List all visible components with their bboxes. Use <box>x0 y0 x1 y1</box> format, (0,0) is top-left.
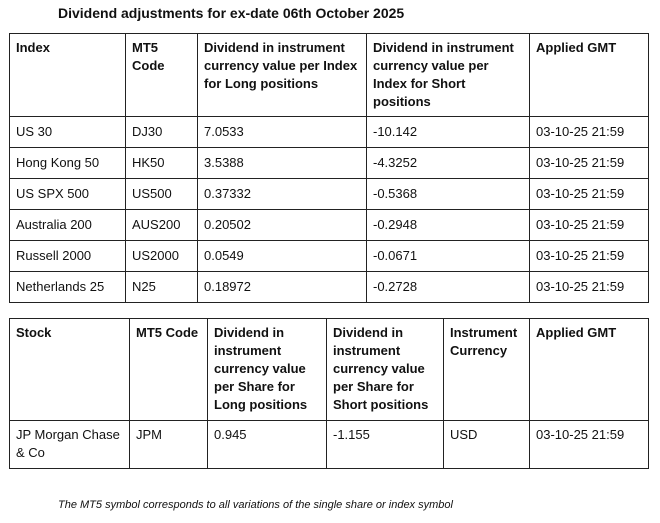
header-stock: Stock <box>10 319 130 421</box>
header-mt5-code: MT5 Code <box>130 319 208 421</box>
cell-long-dividend: 0.37332 <box>198 179 367 210</box>
table-row <box>10 272 649 303</box>
cell-index: US SPX 500 <box>10 179 126 210</box>
table-row <box>10 179 649 210</box>
cell-mt5-code: US500 <box>126 179 198 210</box>
cell-index: Australia 200 <box>10 210 126 241</box>
cell-short-dividend: -0.2728 <box>367 272 530 303</box>
cell-mt5-code: DJ30 <box>126 117 198 148</box>
cell-applied-gmt: 03-10-25 21:59 <box>530 117 649 148</box>
cell-short-dividend: -1.155 <box>327 421 444 469</box>
cell-mt5-code: JPM <box>130 421 208 469</box>
cell-short-dividend: -0.2948 <box>367 210 530 241</box>
cell-long-dividend: 3.5388 <box>198 148 367 179</box>
cell-applied-gmt: 03-10-25 21:59 <box>530 272 649 303</box>
cell-short-dividend: -4.3252 <box>367 148 530 179</box>
cell-short-dividend: -0.0671 <box>367 241 530 272</box>
cell-index: US 30 <box>10 117 126 148</box>
cell-index: Netherlands 25 <box>10 272 126 303</box>
cell-applied-gmt: 03-10-25 21:59 <box>530 421 649 469</box>
cell-applied-gmt: 03-10-25 21:59 <box>530 179 649 210</box>
footnote: The MT5 symbol corresponds to all variations of the single share or index symbol <box>58 499 453 511</box>
stock-dividend-table <box>9 318 649 469</box>
index-dividend-table <box>9 33 649 303</box>
page-title: Dividend adjustments for ex-date 06th October 2025 <box>58 5 405 21</box>
cell-long-dividend: 0.18972 <box>198 272 367 303</box>
cell-long-dividend: 7.0533 <box>198 117 367 148</box>
cell-mt5-code: HK50 <box>126 148 198 179</box>
header-long-dividend: Dividend in instrument currency value per Index for Long positions <box>198 34 367 117</box>
cell-applied-gmt: 03-10-25 21:59 <box>530 241 649 272</box>
table-row <box>10 117 649 148</box>
table-row <box>10 210 649 241</box>
table-row <box>10 148 649 179</box>
header-short-dividend: Dividend in instrument currency value per Share for Short positions <box>327 319 444 421</box>
cell-applied-gmt: 03-10-25 21:59 <box>530 148 649 179</box>
header-applied-gmt: Applied GMT <box>530 34 649 117</box>
cell-mt5-code: AUS200 <box>126 210 198 241</box>
cell-long-dividend: 0.20502 <box>198 210 367 241</box>
cell-mt5-code: US2000 <box>126 241 198 272</box>
cell-short-dividend: -0.5368 <box>367 179 530 210</box>
header-mt5-code: MT5 Code <box>126 34 198 117</box>
header-index: Index <box>10 34 126 117</box>
cell-long-dividend: 0.0549 <box>198 241 367 272</box>
cell-mt5-code: N25 <box>126 272 198 303</box>
cell-long-dividend: 0.945 <box>208 421 327 469</box>
cell-index: Russell 2000 <box>10 241 126 272</box>
index-table-header-row <box>10 34 649 117</box>
cell-stock: JP Morgan Chase & Co <box>10 421 130 469</box>
header-instrument-currency: Instrument Currency <box>444 319 530 421</box>
cell-short-dividend: -10.142 <box>367 117 530 148</box>
header-applied-gmt: Applied GMT <box>530 319 649 421</box>
cell-applied-gmt: 03-10-25 21:59 <box>530 210 649 241</box>
table-row <box>10 421 649 469</box>
header-long-dividend: Dividend in instrument currency value per Share for Long positions <box>208 319 327 421</box>
cell-index: Hong Kong 50 <box>10 148 126 179</box>
cell-instrument-currency: USD <box>444 421 530 469</box>
table-row <box>10 241 649 272</box>
header-short-dividend: Dividend in instrument currency value per Index for Short positions <box>367 34 530 117</box>
stock-table-header-row <box>10 319 649 421</box>
